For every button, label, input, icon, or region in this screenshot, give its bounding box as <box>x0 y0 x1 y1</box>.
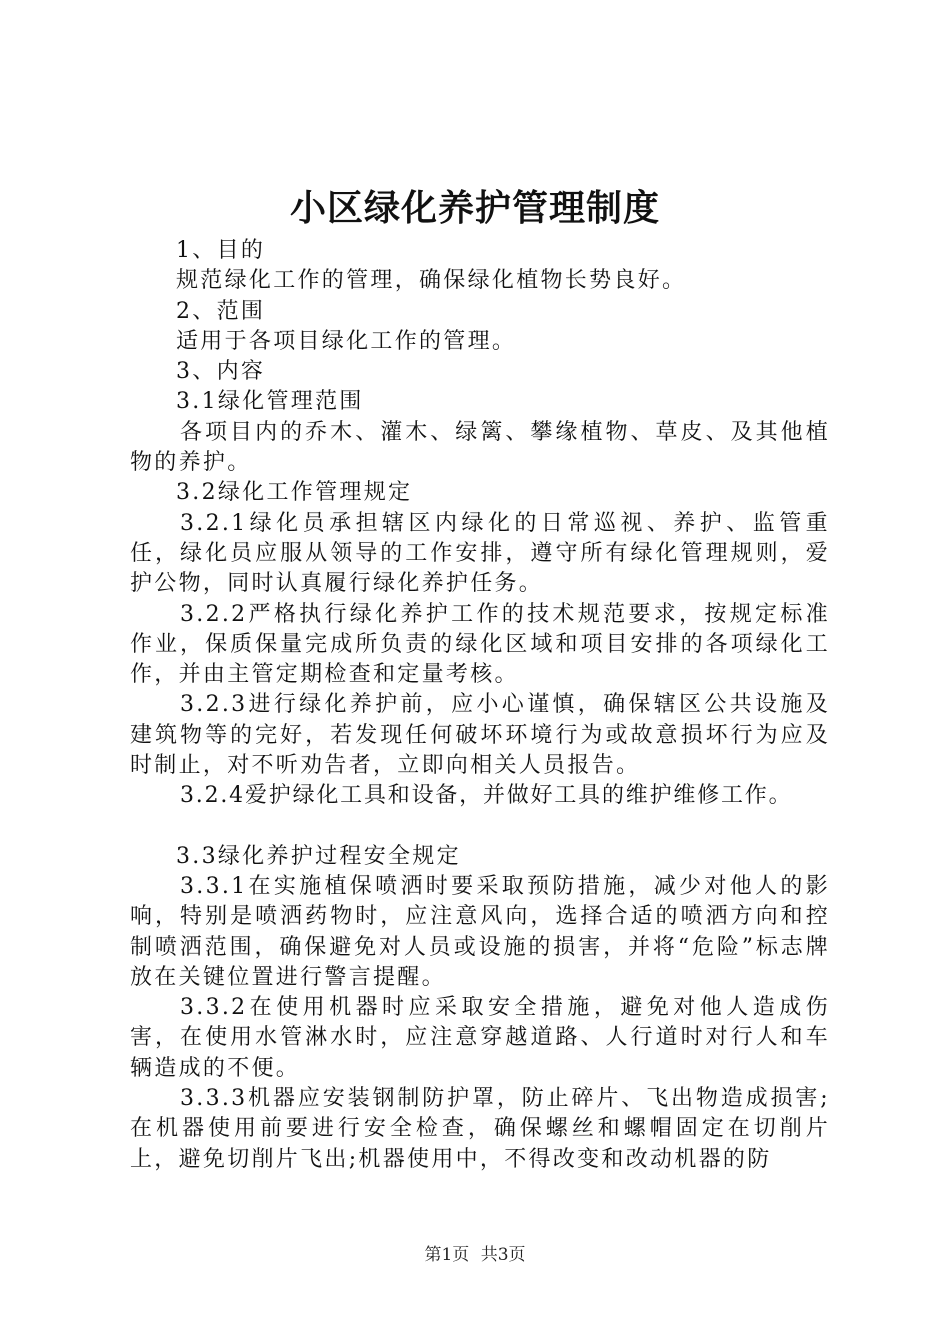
paragraph-3-2-1: 3.2.1绿化员承担辖区内绿化的日常巡视、养护、监管重任，绿化员应服从领导的工作安排，遵守所有绿化管理规则，爱护公物，同时认真履行绿化养护任务。 <box>130 510 830 597</box>
paragraph-3-2-3: 3.2.3进行绿化养护前，应小心谨慎，确保辖区公共设施及建筑物等的完好，若发现任何破坏环境行为或故意损坏行为应及时制止，对不听劝告者，立即向相关人员报告。 <box>130 692 830 779</box>
paragraph-scope: 适用于各项目绿化工作的管理。 <box>176 328 517 354</box>
section-heading-scope: 2、范围 <box>176 298 266 324</box>
paragraph-3-3-2: 3.3.2在使用机器时应采取安全措施，避免对他人造成伤害，在使用水管淋水时，应注意穿越道路、人行道时对行人和车辆造成的不便。 <box>130 995 830 1081</box>
section-heading-purpose: 1、目的 <box>176 238 266 263</box>
section-heading-content: 3、内容 <box>176 359 266 385</box>
page-total: 共3页 <box>480 1245 526 1265</box>
page-footer <box>0 1243 950 1267</box>
subheading-3-2: 3.2绿化工作管理规定 <box>176 480 413 506</box>
subheading-3-3: 3.3绿化养护过程安全规定 <box>176 843 461 869</box>
subheading-3-1: 3.1绿化管理范围 <box>176 389 364 415</box>
paragraph-3-3-3: 3.3.3机器应安装钢制防护罩，防止碎片、飞出物造成损害;在机器使用前要进行安全检查，确保螺丝和螺帽固定在切削片上，避免切削片飞出;机器使用中，不得改变和改动机器的防 <box>130 1086 830 1172</box>
paragraph-purpose: 规范绿化工作的管理，确保绿化植物长势良好。 <box>176 268 687 294</box>
page-number: 第1页 <box>424 1245 470 1265</box>
paragraph-3-2-2: 3.2.2严格执行绿化养护工作的技术规范要求，按规定标准作业，保质保量完成所负责的绿化区域和项目安排的各项绿化工作，并由主管定期检查和定量考核。 <box>130 601 830 688</box>
paragraph-gap <box>130 812 830 842</box>
document-body <box>130 236 830 1175</box>
paragraph-3-2-4: 3.2.4爱护绿化工具和设备，并做好工具的维护维修工作。 <box>180 783 793 809</box>
paragraph-3-1: 各项目内的乔木、灌木、绿篱、攀缘植物、草皮、及其他植物的养护。 <box>130 419 830 476</box>
paragraph-3-3-1: 3.3.1在实施植保喷洒时要采取预防措施，减少对他人的影响，特别是喷洒药物时，应注意风向，选择合适的喷洒方向和控制喷洒范围，确保避免对人员或设施的损害，并将“危险”标志牌放在关键位置进行警言提醒。 <box>130 873 830 990</box>
document-title: 小区绿化养护管理制度 <box>289 188 660 229</box>
